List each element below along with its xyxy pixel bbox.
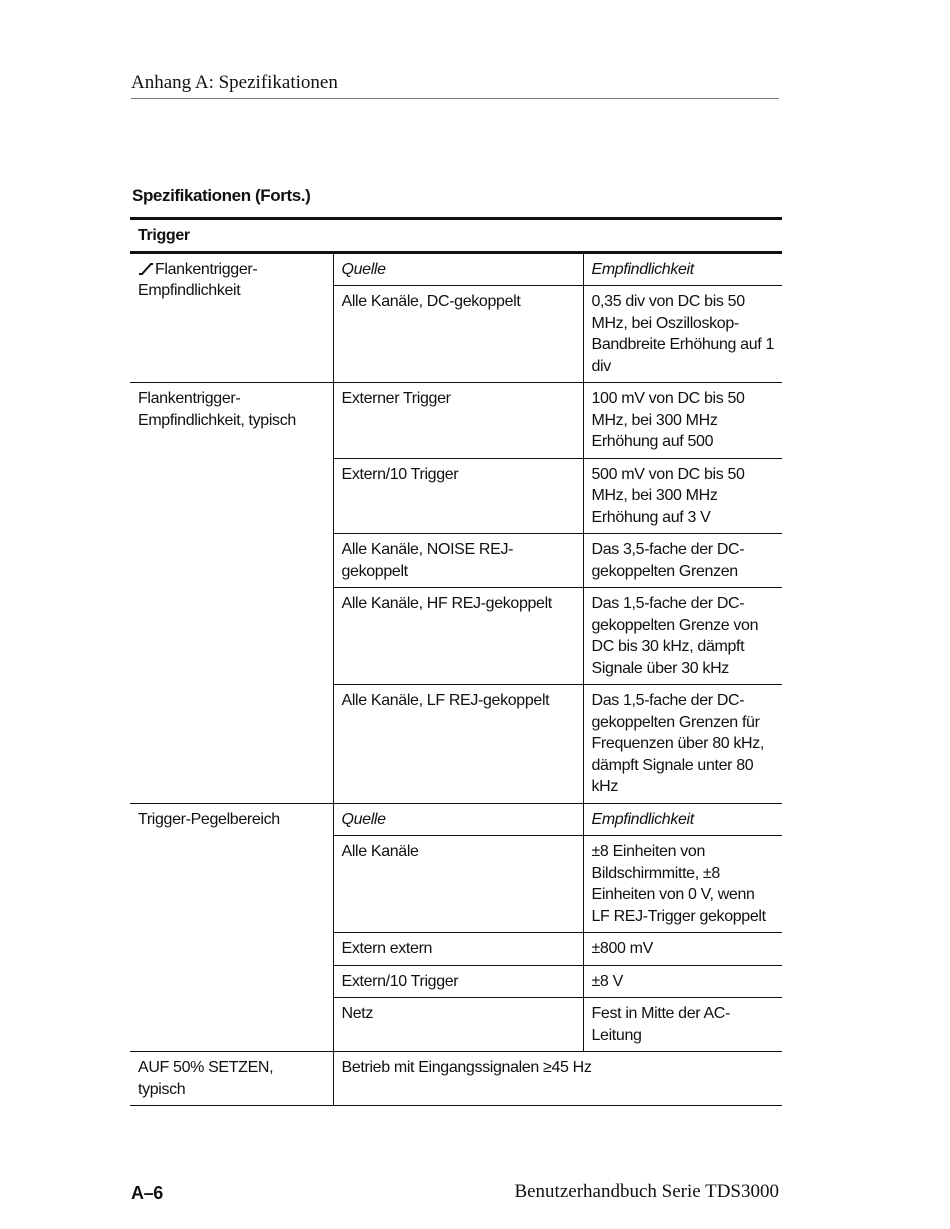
table-title: Spezifikationen (Forts.) bbox=[132, 186, 311, 205]
table-row bbox=[130, 383, 782, 459]
value-cell: Betrieb mit Eingangssignalen ≥45 Hz bbox=[333, 1052, 782, 1106]
param-edge-sensitivity-typical: Flankentrigger-Empfindlichkeit, typisch bbox=[130, 383, 333, 804]
table-row bbox=[130, 252, 782, 286]
source-cell: Extern/10 Trigger bbox=[333, 458, 583, 534]
col-header-sensitivity: Empfindlichkeit bbox=[583, 252, 782, 286]
param-edge-sensitivity bbox=[130, 252, 333, 383]
rising-edge-icon bbox=[138, 262, 154, 275]
param-label: Flankentrigger-Empfindlichkeit bbox=[138, 260, 258, 299]
table-row bbox=[130, 803, 782, 836]
value-cell: 0,35 div von DC bis 50 MHz, bei Oszilloskop-Bandbreite Erhöhung auf 1 div bbox=[583, 286, 782, 383]
source-cell: Extern extern bbox=[333, 933, 583, 966]
source-cell: Netz bbox=[333, 998, 583, 1052]
source-cell: Extern/10 Trigger bbox=[333, 965, 583, 998]
manual-title: Benutzerhandbuch Serie TDS3000 bbox=[514, 1181, 779, 1202]
page-number: A–6 bbox=[131, 1183, 163, 1203]
source-cell: Alle Kanäle bbox=[333, 836, 583, 933]
source-cell: Externer Trigger bbox=[333, 383, 583, 459]
running-head: Anhang A: Spezifikationen bbox=[131, 72, 779, 99]
value-cell: 100 mV von DC bis 50 MHz, bei 300 MHz Erhöhung auf 500 bbox=[583, 383, 782, 459]
param-set50: AUF 50% SETZEN, typisch bbox=[130, 1052, 333, 1106]
value-cell: Das 1,5-fache der DC-gekoppelten Grenze von DC bis 30 kHz, dämpft Signale über 30 kHz bbox=[583, 588, 782, 685]
col-header-source: Quelle bbox=[333, 252, 583, 286]
source-cell: Alle Kanäle, LF REJ-gekoppelt bbox=[333, 685, 583, 804]
section-heading: Trigger bbox=[130, 219, 782, 253]
spec-table bbox=[130, 217, 782, 1106]
value-cell: ±8 Einheiten von Bildschirmmitte, ±8 Einheiten von 0 V, wenn LF REJ-Trigger gekoppelt bbox=[583, 836, 782, 933]
col-header-source: Quelle bbox=[333, 803, 583, 836]
value-cell: ±8 V bbox=[583, 965, 782, 998]
col-header-sensitivity: Empfindlichkeit bbox=[583, 803, 782, 836]
value-cell: 500 mV von DC bis 50 MHz, bei 300 MHz Erhöhung auf 3 V bbox=[583, 458, 782, 534]
value-cell: Das 3,5-fache der DC-gekoppelten Grenzen bbox=[583, 534, 782, 588]
source-cell: Alle Kanäle, HF REJ-gekoppelt bbox=[333, 588, 583, 685]
value-cell: Fest in Mitte der AC-Leitung bbox=[583, 998, 782, 1052]
value-cell: Das 1,5-fache der DC-gekoppelten Grenzen für Frequenzen über 80 kHz, dämpft Signale unter 80 kHz bbox=[583, 685, 782, 804]
table-row bbox=[130, 1052, 782, 1106]
source-cell: Alle Kanäle, DC-gekoppelt bbox=[333, 286, 583, 383]
param-level-range: Trigger-Pegelbereich bbox=[130, 803, 333, 1052]
source-cell: Alle Kanäle, NOISE REJ-gekoppelt bbox=[333, 534, 583, 588]
section-row bbox=[130, 219, 782, 253]
value-cell: ±800 mV bbox=[583, 933, 782, 966]
